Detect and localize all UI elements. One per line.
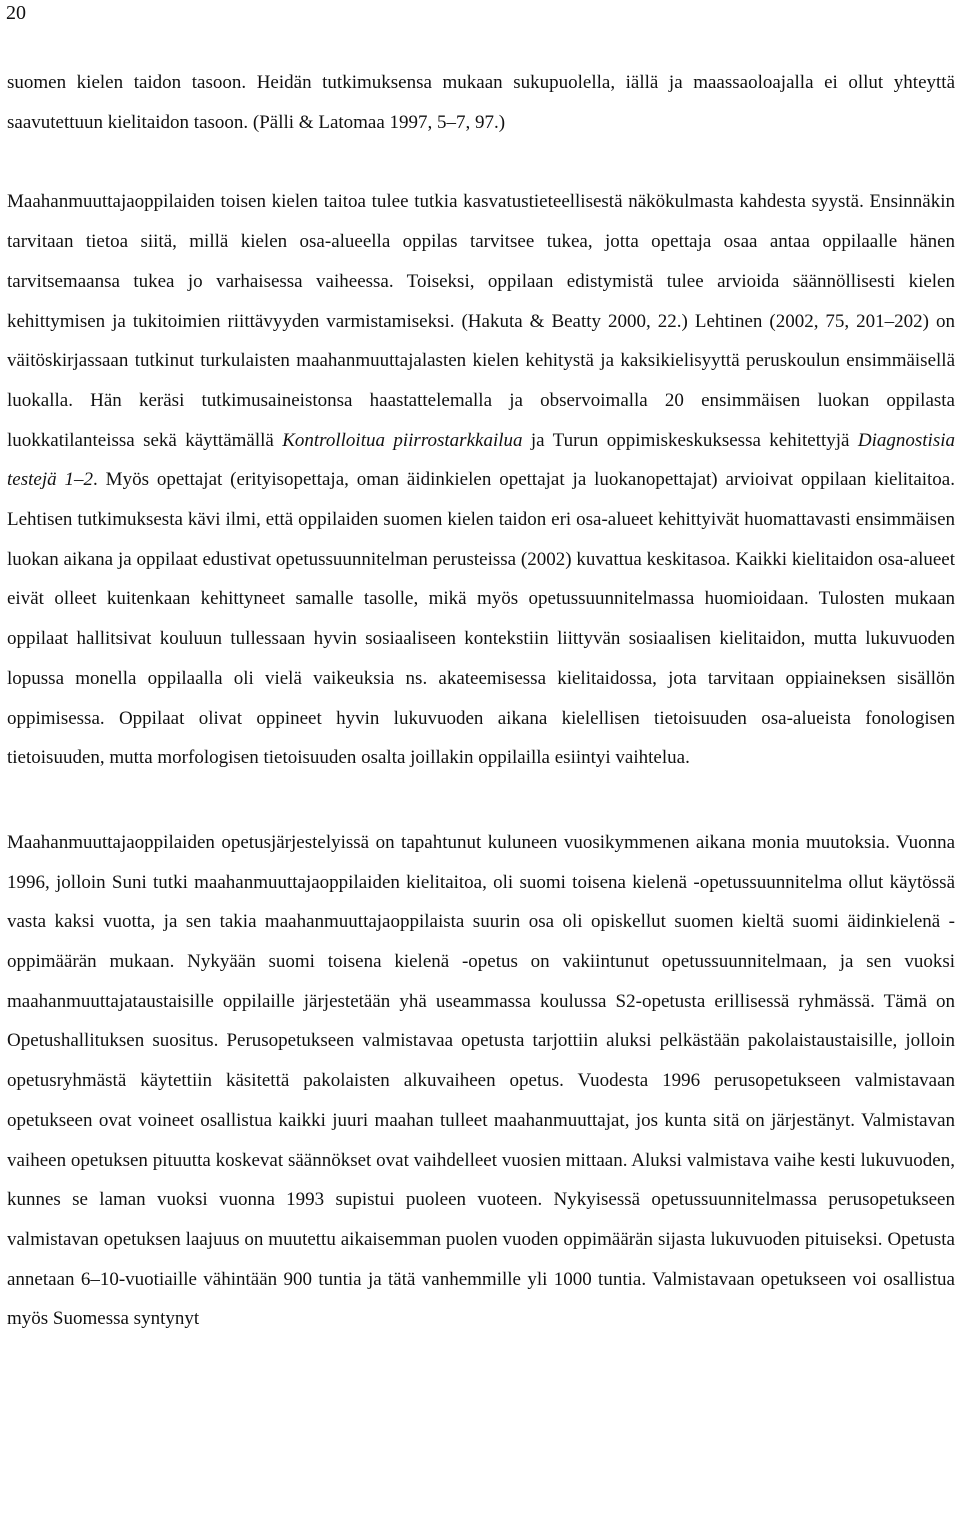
text-segment: Maahanmuuttajaoppilaiden toisen kielen taitoa tulee tutkia kasvatustieteellisestä näkökulmasta kahdesta syystä. Ensinnäkin tarvitaan tietoa siitä, millä kielen osa-alueella oppilas tarvitsee tukea, jotta opettaja osaa antaa oppilaalle hänen tarvitsemaansa tukea jo varhaisessa vaiheessa. Toiseksi, oppilaan edistymistä tulee arvioida säännöllisesti kielen kehittymisen ja tukitoimien riittävyyden varmistamiseksi. (Hakuta & Beatty 2000, 22.) Lehtinen (2002, 75, 201–202) on väitöskirjassaan tutkinut turkulaisten maahanmuuttajalasten kielen kehitystä ja kaksikielisyyttä peruskoulun ensimmäisellä luokalla. Hän keräsi tutkimusaineistonsa haastattelemalla ja observoimalla 20 ensimmäisen luokan oppilasta luokkatilanteissa sekä käyttämällä	[7, 191, 955, 451]
text-segment: Maahanmuuttajaoppilaiden opetusjärjestelyissä on tapahtunut kuluneen vuosikymmenen aikana monia muutoksia. Vuonna 1996, jolloin Suni tutki maahanmuuttajaoppilaiden kielitaitoa, oli suomi toisena kielenä -opetussuunnitelma ollut käytössä vasta kaksi vuotta, ja sen takia maahanmuuttajaoppilaista suurin osa oli opiskellut suomen kieltä suomi äidinkielenä -oppimäärän mukaan. Nykyään suomi toisena kielenä -opetus on vakiintunut opetussuunnitelmaan, ja sen vuoksi maahanmuuttajataustaisille oppilaille järjestetään yhä useammassa koulussa S2-opetusta erillisessä ryhmässä. Tämä on Opetushallituksen suositus. Perusopetukseen valmistavaa opetusta tarjottiin aluksi pelkästään pakolaistaustaisille, jolloin opetusryhmästä käytettiin käsitettä pakolaisten alkuvaiheen opetus. Vuodesta 1996 perusopetukseen valmistavaan opetukseen ovat voineet osallistua kaikki juuri maahan tulleet maahanmuuttajat, jos kunta sitä on järjestänyt. Valmistavan vaiheen opetuksen pituutta koskevat säännökset ovat vaihdelleet vuosien mittaan. Aluksi valmistava vaihe kesti lukuvuoden, kunnes se laman vuoksi vuonna 1993 supistui puoleen vuoteen. Nykyisessä opetussuunnitelmassa perusopetukseen valmistavan opetuksen laajuus on muutettu aikaisemman puolen vuoden oppimäärän sijasta lukuvuoden pituiseksi. Opetusta annetaan 6–10-vuotiaille vähintään 900 tuntia ja tätä vanhemmille yli 1000 tuntia. Valmistavaan opetukseen voi osallistua myös Suomessa syntynyt	[7, 831, 955, 1330]
paragraph-intro-continuation	[7, 63, 955, 142]
italic-test-name: Diagnostisia testejä 1–2	[7, 429, 955, 491]
text-segment: suomen kielen taidon tasoon. Heidän tutkimuksensa mukaan sukupuolella, iällä ja maassaoloajalla ei ollut yhteyttä saavutettuun kielitaidon tasoon. (Pälli & Latomaa 1997, 5–7, 97.)	[7, 72, 955, 133]
italic-test-name: Kontrolloitua piirrostarkkailua	[282, 429, 523, 451]
page-number: 20	[6, 2, 26, 24]
body-text	[7, 63, 955, 1339]
text-segment: . Myös opettajat (erityisopettaja, oman äidinkielen opettajat ja luokanopettajat) arvioivat oppilaan kielitaitoa. Lehtisen tutkimuksesta kävi ilmi, että oppilaiden suomen kielen taidon eri osa-alueet kehittyivät huomattavasti ensimmäisen luokan aikana ja oppilaat edustivat opetussuunnitelman perusteissa (2002) kuvattua keskitasoa. Kaikki kielitaidon osa-alueet eivät olleet kuitenkaan kehittyneet samalle tasolle, mikä myös opetussuunnitelmassa huomioidaan. Tulosten mukaan oppilaat hallitsivat kouluun tullessaan hyvin sosiaaliseen kontekstiin liittyvän sosiaalisen kielitaidon, mutta lukuvuoden lopussa monella oppilaalla oli vielä vaikeuksia ns. akateemisessa kielitaidossa, jota tarvitaan oppiaineksen sisällön oppimisessa. Oppilaat olivat oppineet hyvin lukuvuoden aikana kielellisen tietoisuuden osa-alueista fonologisen tietoisuuden, mutta morfologisen tietoisuuden osalta joillakin oppilailla esiintyi vaihtelua.	[7, 469, 955, 769]
text-segment: ja Turun oppimiskeskuksessa kehitettyjä	[522, 429, 858, 451]
paragraph-research-review	[7, 182, 955, 778]
paragraph-teaching-arrangements	[7, 823, 955, 1339]
